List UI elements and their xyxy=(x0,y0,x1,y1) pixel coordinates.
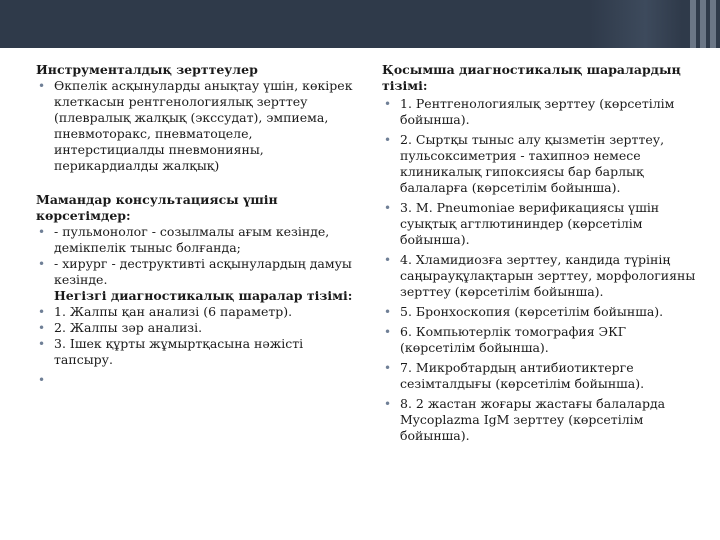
bullet-icon: • xyxy=(384,397,392,411)
list-item-text: 3. M. Pneumoniae верификациясы үшін суықтық агтлютининдер (көрсетілім бойынша). xyxy=(400,200,660,247)
bullet-icon: • xyxy=(38,321,46,335)
list-item-text: 1. Рентгенологиялық зерттеу (көрсетілім бойынша). xyxy=(400,96,675,127)
instrumental-studies-list xyxy=(36,78,354,174)
header-accent-stripe xyxy=(700,0,706,48)
list-item-text: 2. Сыртқы тыныс алу қызметін зерттеу, пульсоксиметрия - тахипноэ немесе клиникалық гипоксиясы бар барлық балаларға (көрсетілім бойынша). xyxy=(400,132,665,195)
list-item-text: - пульмонолог - созылмалы ағым кезінде, демікпелік тыныс болғанда; xyxy=(54,224,330,255)
list-item-text: 7. Микробтардың антибиотиктерге сезімталдығы (көрсетілім бойынша). xyxy=(400,360,645,391)
list-item-text: 3. Ішек құрты жұмыртқасына нәжісті тапсыру. xyxy=(54,336,304,367)
header-accent-stripe xyxy=(710,0,716,48)
list-item xyxy=(36,224,354,256)
list-item xyxy=(36,336,354,368)
list-item xyxy=(382,324,702,356)
bullet-icon: • xyxy=(38,337,46,351)
bullet-icon: • xyxy=(384,253,392,267)
list-item-text: 4. Хламидиозға зерттеу, кандида түрінің саңырауқұлақтарын зерттеу, морфологияны зерттеу (көрсетілім бойынша). xyxy=(400,252,696,299)
list-item-text: 6. Компьютерлік томография ЭКГ (көрсетілім бойынша). xyxy=(400,324,627,355)
bullet-icon: • xyxy=(38,79,46,93)
additional-diagnostics-heading: Қосымша диагностикалық шаралардың тізімі: xyxy=(382,62,681,93)
bullet-icon: • xyxy=(384,201,392,215)
list-item xyxy=(36,372,354,388)
bullet-icon: • xyxy=(38,257,46,271)
list-item xyxy=(382,200,702,248)
list-item-text: 8. 2 жастан жоғары жастағы балаларда Mycoplazma IgM зерттеу (көрсетілім бойынша). xyxy=(400,396,666,443)
list-item xyxy=(36,304,354,320)
bullet-icon: • xyxy=(384,305,392,319)
list-item xyxy=(382,360,702,392)
bullet-icon: • xyxy=(384,325,392,339)
list-item-text: 2. Жалпы зәр анализі. xyxy=(54,320,203,335)
list-item xyxy=(382,396,702,444)
bullet-icon: • xyxy=(38,373,46,387)
list-item xyxy=(36,256,354,304)
list-item xyxy=(36,78,354,174)
instrumental-studies-heading: Инструменталдық зерттеулер xyxy=(36,62,258,77)
list-item-text: - хирург - деструктивті асқынулардың дамуы кезінде. xyxy=(54,256,352,287)
list-item-text: 1. Жалпы қан анализі (6 параметр). xyxy=(54,304,293,319)
bullet-icon: • xyxy=(384,361,392,375)
consultation-list xyxy=(36,224,354,388)
bullet-icon: • xyxy=(384,97,392,111)
list-item xyxy=(382,96,702,128)
main-diagnostics-subheading: Негізгі диагностикалық шаралар тізімі: xyxy=(54,288,353,303)
additional-diagnostics-list xyxy=(382,96,702,444)
bullet-icon: • xyxy=(384,133,392,147)
list-item xyxy=(36,320,354,336)
list-item xyxy=(382,304,702,320)
bullet-icon: • xyxy=(38,305,46,319)
list-item xyxy=(382,252,702,300)
list-item-text: Өкпелік асқынуларды анықтау үшін, көкірек клеткасын рентгенологиялық зерттеу (плевралық жалқық (экссудат), эмпиема, пневмоторакс, пневматоцеле, интерстициалды пневмонияны, перикардиалды жалқық) xyxy=(54,78,353,173)
bullet-icon: • xyxy=(38,225,46,239)
header-highlight xyxy=(590,0,682,48)
consultation-heading: Мамандар консультациясы үшін көрсетімдер: xyxy=(36,192,278,223)
list-item xyxy=(382,132,702,196)
header-accent-stripe xyxy=(690,0,696,48)
list-item-text: 5. Бронхоскопия (көрсетілім бойынша). xyxy=(400,304,664,319)
right-column xyxy=(382,62,702,444)
left-column xyxy=(36,62,354,388)
slide-header-bar xyxy=(0,0,720,48)
